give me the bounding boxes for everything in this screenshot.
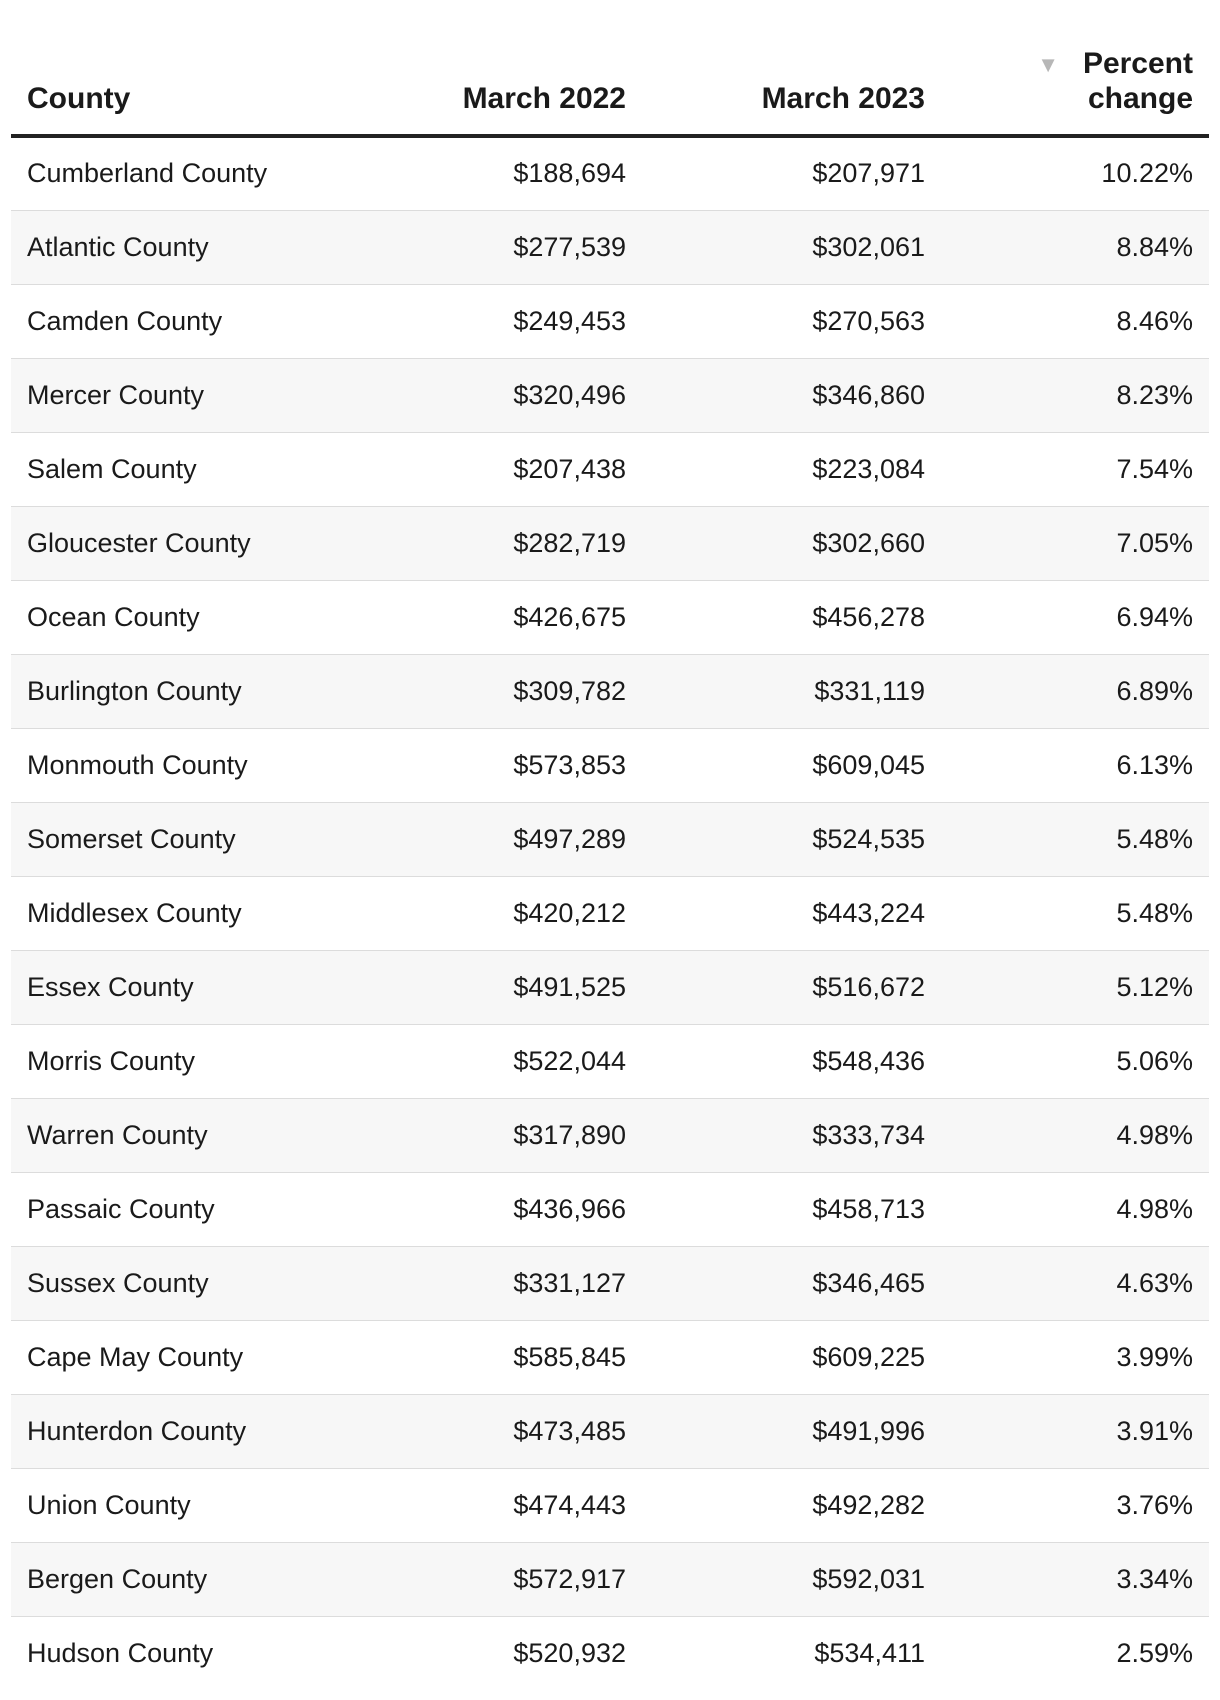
march-2023-value-cell: $492,282	[642, 1468, 941, 1542]
table-row	[11, 1024, 1209, 1098]
march-2023-value-cell: $458,713	[642, 1172, 941, 1246]
march-2023-value-cell: $270,563	[642, 284, 941, 358]
percent-change-cell: 7.05%	[941, 506, 1209, 580]
percent-change-cell: 7.54%	[941, 432, 1209, 506]
table-row	[11, 1616, 1209, 1690]
county-name-cell: Middlesex County	[11, 876, 342, 950]
march-2023-value-cell: $548,436	[642, 1024, 941, 1098]
county-name-cell: Bergen County	[11, 1542, 342, 1616]
table-row	[11, 284, 1209, 358]
march-2023-value-cell: $331,119	[642, 654, 941, 728]
march-2022-value-cell: $249,453	[342, 284, 642, 358]
column-header-march-2022[interactable]: March 2022	[342, 38, 642, 136]
percent-change-cell: 8.46%	[941, 284, 1209, 358]
sort-descending-icon: ▼	[1037, 52, 1059, 77]
county-home-price-table-container	[11, 38, 1209, 1690]
county-name-cell: Warren County	[11, 1098, 342, 1172]
table-row	[11, 506, 1209, 580]
march-2023-value-cell: $443,224	[642, 876, 941, 950]
percent-change-cell: 5.12%	[941, 950, 1209, 1024]
march-2022-value-cell: $309,782	[342, 654, 642, 728]
march-2022-value-cell: $331,127	[342, 1246, 642, 1320]
table-row	[11, 358, 1209, 432]
march-2022-value-cell: $572,917	[342, 1542, 642, 1616]
march-2023-value-cell: $207,971	[642, 136, 941, 210]
march-2022-value-cell: $436,966	[342, 1172, 642, 1246]
table-row	[11, 580, 1209, 654]
percent-change-cell: 10.22%	[941, 136, 1209, 210]
march-2022-value-cell: $207,438	[342, 432, 642, 506]
march-2022-value-cell: $188,694	[342, 136, 642, 210]
county-name-cell: Hunterdon County	[11, 1394, 342, 1468]
county-name-cell: Morris County	[11, 1024, 342, 1098]
percent-change-cell: 6.89%	[941, 654, 1209, 728]
county-name-cell: Camden County	[11, 284, 342, 358]
percent-change-cell: 6.94%	[941, 580, 1209, 654]
county-name-cell: Union County	[11, 1468, 342, 1542]
table-row	[11, 1542, 1209, 1616]
march-2022-value-cell: $277,539	[342, 210, 642, 284]
county-home-price-table	[11, 38, 1209, 1690]
march-2023-value-cell: $223,084	[642, 432, 941, 506]
percent-change-header-content	[957, 46, 1193, 116]
table-row	[11, 1098, 1209, 1172]
percent-change-cell: 8.84%	[941, 210, 1209, 284]
table-row	[11, 1468, 1209, 1542]
county-name-cell: Atlantic County	[11, 210, 342, 284]
march-2022-value-cell: $497,289	[342, 802, 642, 876]
county-name-cell: Burlington County	[11, 654, 342, 728]
column-header-march-2023[interactable]: March 2023	[642, 38, 941, 136]
march-2023-value-cell: $609,045	[642, 728, 941, 802]
march-2023-value-cell: $491,996	[642, 1394, 941, 1468]
percent-change-header-label: Percent change	[1082, 47, 1193, 115]
county-name-cell: Ocean County	[11, 580, 342, 654]
county-name-cell: Sussex County	[11, 1246, 342, 1320]
march-2023-value-cell: $609,225	[642, 1320, 941, 1394]
county-name-cell: Cape May County	[11, 1320, 342, 1394]
county-name-cell: Passaic County	[11, 1172, 342, 1246]
percent-change-cell: 4.63%	[941, 1246, 1209, 1320]
march-2022-value-cell: $491,525	[342, 950, 642, 1024]
march-2023-value-cell: $333,734	[642, 1098, 941, 1172]
march-2022-value-cell: $585,845	[342, 1320, 642, 1394]
column-header-county[interactable]: County	[11, 38, 342, 136]
county-name-cell: Essex County	[11, 950, 342, 1024]
percent-change-cell: 5.48%	[941, 802, 1209, 876]
table-row	[11, 210, 1209, 284]
percent-change-cell: 8.23%	[941, 358, 1209, 432]
march-2022-value-cell: $320,496	[342, 358, 642, 432]
march-2023-value-cell: $302,061	[642, 210, 941, 284]
march-2022-value-cell: $420,212	[342, 876, 642, 950]
county-name-cell: Gloucester County	[11, 506, 342, 580]
header-row	[11, 38, 1209, 136]
march-2022-value-cell: $473,485	[342, 1394, 642, 1468]
table-row	[11, 876, 1209, 950]
table-row	[11, 432, 1209, 506]
percent-change-cell: 5.48%	[941, 876, 1209, 950]
percent-change-cell: 3.91%	[941, 1394, 1209, 1468]
march-2022-value-cell: $474,443	[342, 1468, 642, 1542]
march-2023-value-cell: $516,672	[642, 950, 941, 1024]
percent-change-cell: 3.34%	[941, 1542, 1209, 1616]
table-row	[11, 654, 1209, 728]
table-row	[11, 1394, 1209, 1468]
table-header	[11, 38, 1209, 136]
march-2022-value-cell: $520,932	[342, 1616, 642, 1690]
percent-change-cell: 4.98%	[941, 1172, 1209, 1246]
table-row	[11, 802, 1209, 876]
table-row	[11, 728, 1209, 802]
column-header-percent-change[interactable]	[941, 38, 1209, 136]
percent-change-cell: 4.98%	[941, 1098, 1209, 1172]
march-2022-value-cell: $282,719	[342, 506, 642, 580]
percent-change-cell: 5.06%	[941, 1024, 1209, 1098]
march-2023-value-cell: $524,535	[642, 802, 941, 876]
table-row	[11, 1246, 1209, 1320]
county-name-cell: Cumberland County	[11, 136, 342, 210]
march-2022-value-cell: $317,890	[342, 1098, 642, 1172]
county-name-cell: Monmouth County	[11, 728, 342, 802]
march-2022-value-cell: $426,675	[342, 580, 642, 654]
march-2023-value-cell: $302,660	[642, 506, 941, 580]
march-2022-value-cell: $573,853	[342, 728, 642, 802]
march-2023-value-cell: $456,278	[642, 580, 941, 654]
county-name-cell: Salem County	[11, 432, 342, 506]
county-name-cell: Hudson County	[11, 1616, 342, 1690]
county-name-cell: Somerset County	[11, 802, 342, 876]
percent-change-cell: 3.99%	[941, 1320, 1209, 1394]
march-2023-value-cell: $592,031	[642, 1542, 941, 1616]
march-2022-value-cell: $522,044	[342, 1024, 642, 1098]
percent-change-cell: 3.76%	[941, 1468, 1209, 1542]
table-row	[11, 1172, 1209, 1246]
table-row	[11, 950, 1209, 1024]
percent-change-cell: 6.13%	[941, 728, 1209, 802]
county-name-cell: Mercer County	[11, 358, 342, 432]
table-body	[11, 136, 1209, 1690]
march-2023-value-cell: $346,465	[642, 1246, 941, 1320]
percent-change-cell: 2.59%	[941, 1616, 1209, 1690]
march-2023-value-cell: $346,860	[642, 358, 941, 432]
march-2023-value-cell: $534,411	[642, 1616, 941, 1690]
table-row	[11, 136, 1209, 210]
table-row	[11, 1320, 1209, 1394]
